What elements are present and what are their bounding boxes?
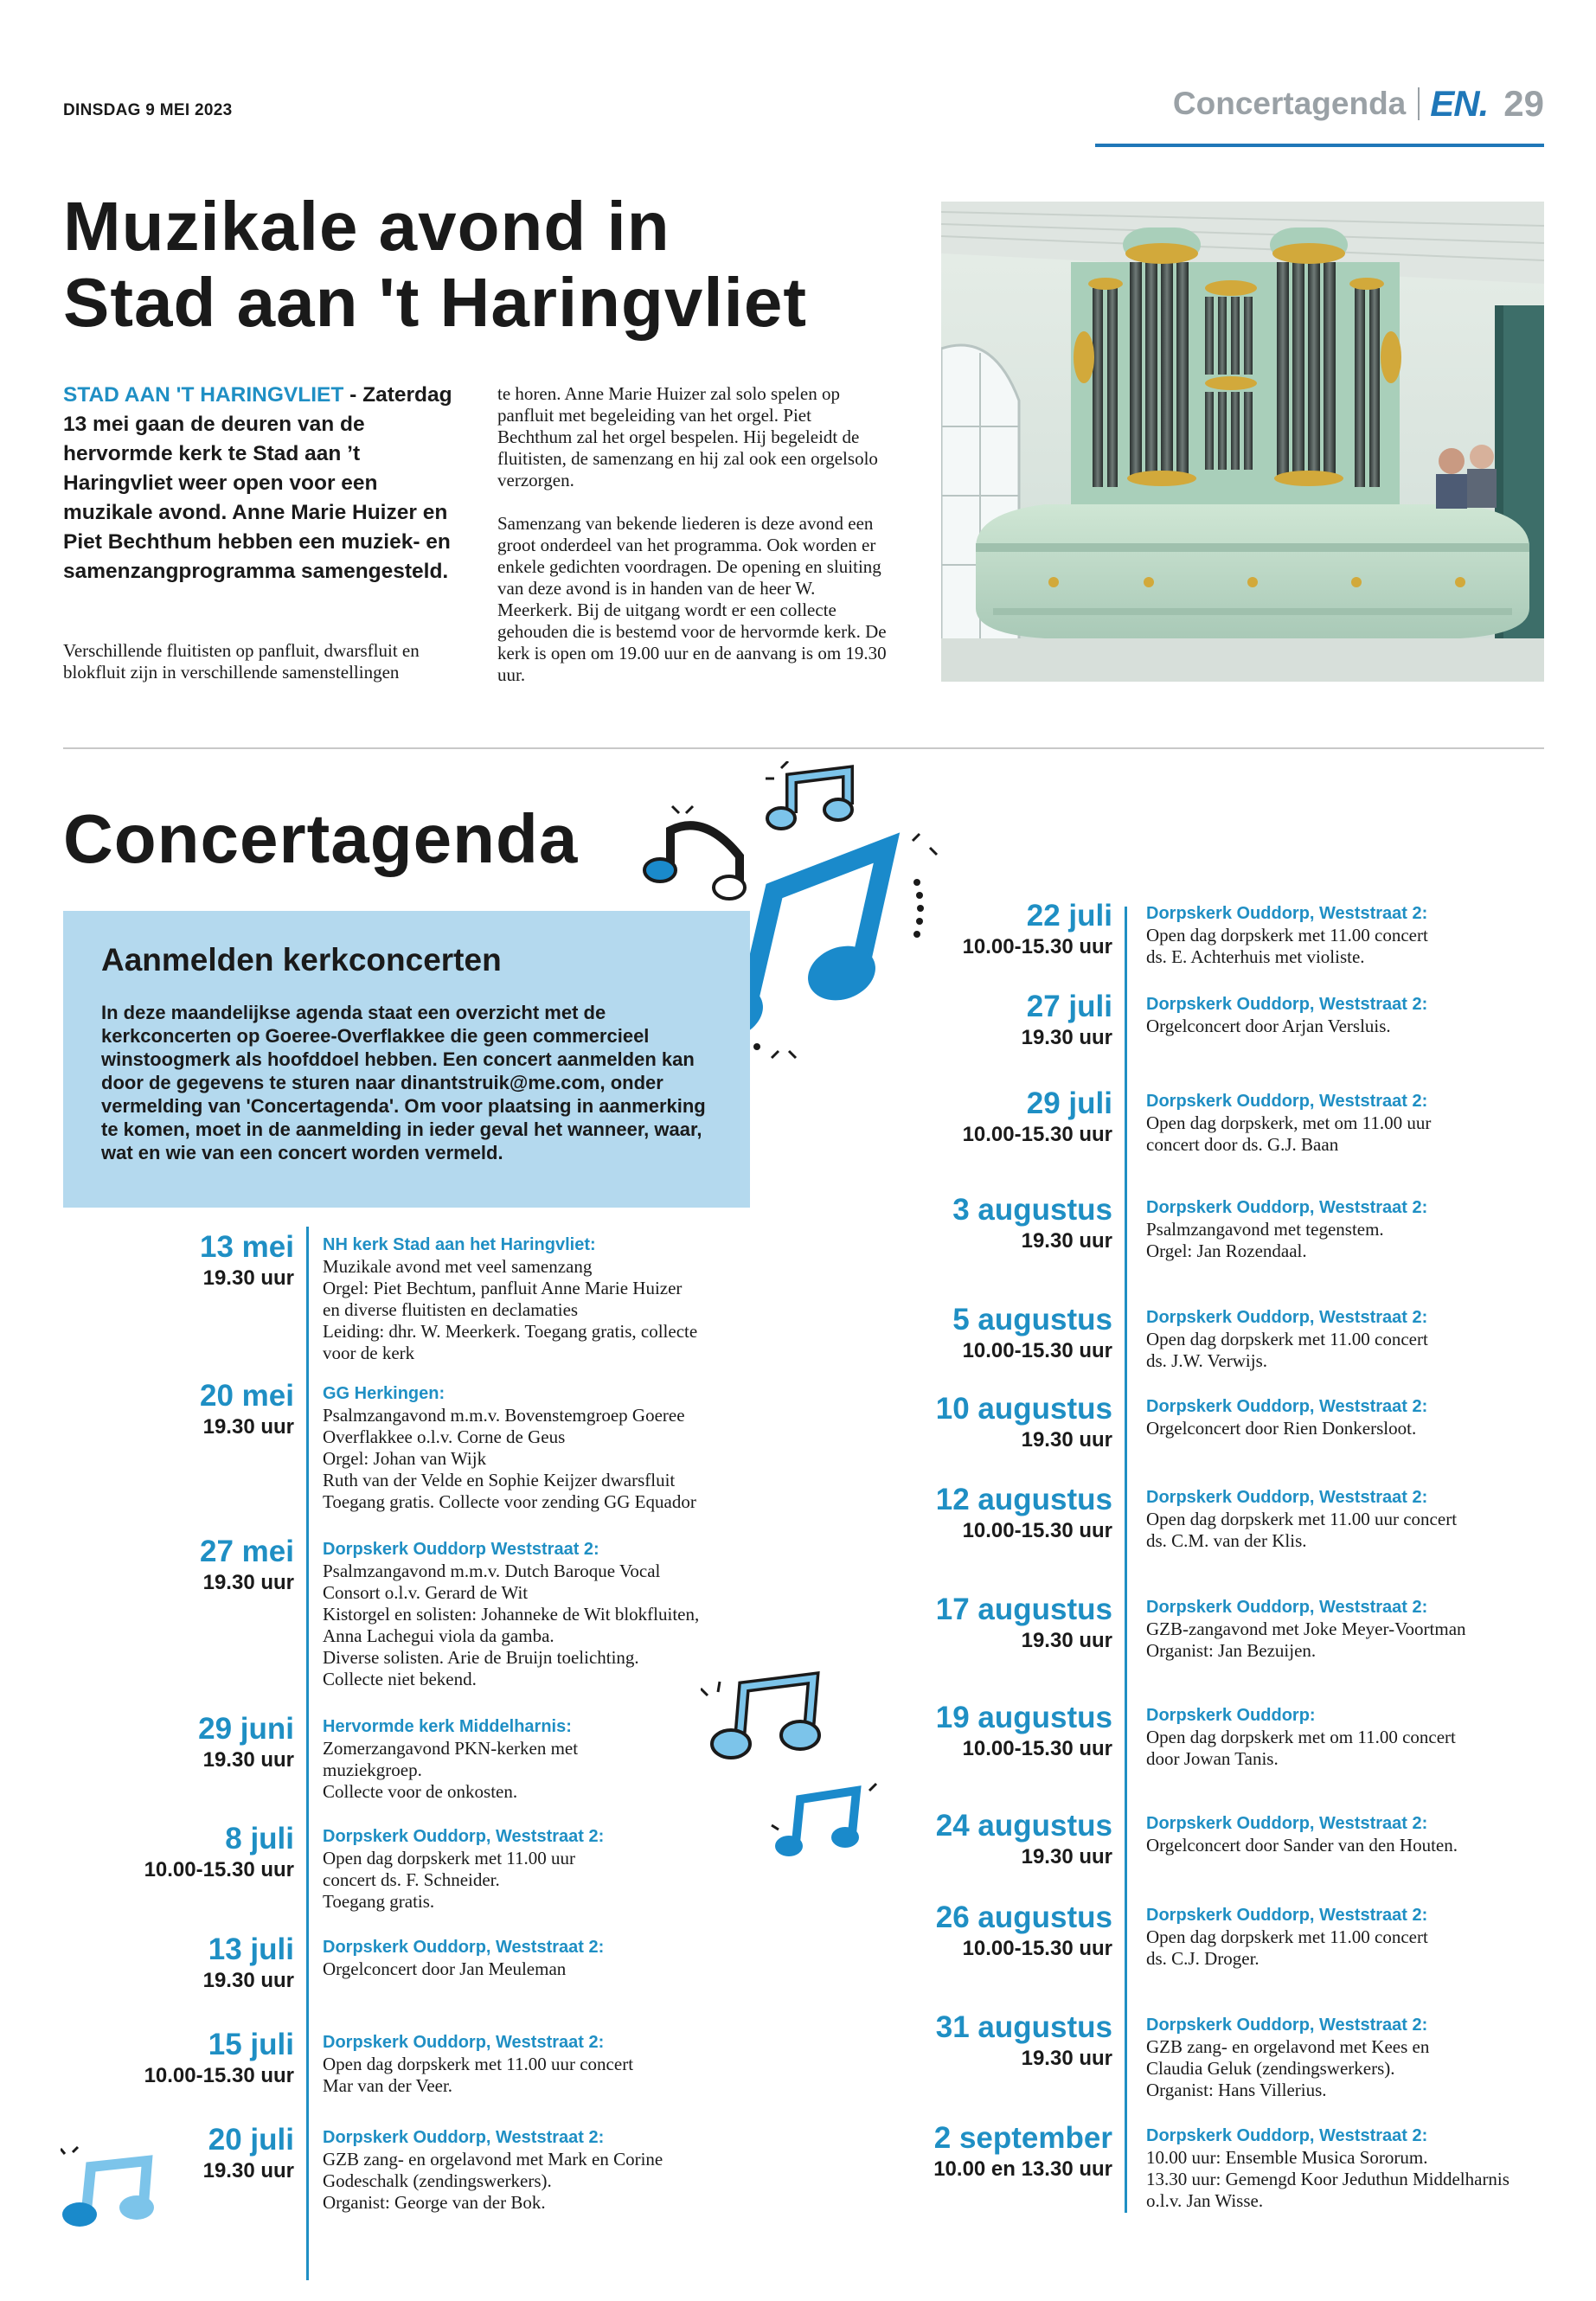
agenda-description: [1146, 925, 1428, 968]
agenda-time: 19.30 uur: [1021, 2047, 1112, 2070]
description-line: Muzikale avond met veel samenzang: [323, 1256, 593, 1277]
header-rule: [1095, 144, 1544, 147]
description-line: ds. J.W. Verwijs.: [1146, 1350, 1268, 1371]
agenda-description: [323, 1958, 566, 1980]
description-line: concert door ds. G.J. Baan: [1146, 1134, 1339, 1155]
agenda-time: 19.30 uur: [202, 2159, 294, 2182]
agenda-location: Dorpskerk Ouddorp, Weststraat 2:: [1146, 1092, 1428, 1111]
description-line: Open dag dorpskerk met 11.00 uur concert: [1146, 1509, 1458, 1529]
agenda-time: 19.30 uur: [1021, 1026, 1112, 1049]
right-column-line: [1125, 907, 1127, 2213]
agenda-description: [1146, 2036, 1429, 2101]
description-line: GZB zang- en orgelavond met Mark en Corine: [323, 2149, 663, 2170]
agenda-description: [1146, 1016, 1391, 1037]
description-line: GZB zang- en orgelavond met Kees en: [1146, 2036, 1430, 2057]
description-line: Kistorgel en solisten: Johanneke de Wit blokfluiten,: [323, 1604, 700, 1625]
issue-date: DINSDAG 9 MEI 2023: [63, 101, 233, 119]
agenda-date: 15 juli: [208, 2028, 294, 2061]
agenda-time: 10.00 en 13.30 uur: [933, 2157, 1112, 2181]
agenda-date: 2 september: [933, 2121, 1112, 2155]
left-column-line: [306, 1227, 309, 2280]
agenda-date: 17 augustus: [935, 1593, 1112, 1626]
agenda-description: [323, 1256, 697, 1364]
agenda-time: 10.00-15.30 uur: [962, 1737, 1112, 1760]
description-line: Collecte voor de onkosten.: [323, 1781, 518, 1802]
description-line: Orgelconcert door Arjan Versluis.: [1146, 1016, 1391, 1036]
description-line: Psalmzangavond m.m.v. Bovenstemgroep Goeree: [323, 1405, 685, 1426]
headline-line-1: Muzikale avond in: [63, 188, 670, 265]
agenda-location: Dorpskerk Ouddorp, Weststraat 2:: [1146, 2126, 1428, 2145]
description-line: Toegang gratis.: [323, 1891, 435, 1912]
description-line: Orgelconcert door Sander van den Houten.: [1146, 1835, 1458, 1856]
agenda-date: 8 juli: [225, 1822, 294, 1856]
agenda-date: 3 augustus: [952, 1193, 1112, 1227]
description-line: ds. E. Achterhuis met violiste.: [1146, 946, 1365, 967]
agenda-description: [323, 1561, 699, 1690]
agenda-location: Dorpskerk Ouddorp, Weststraat 2:: [1146, 1906, 1428, 1925]
description-line: Ruth van der Velde en Sophie Keijzer dwarsfluit: [323, 1470, 676, 1490]
description-line: Zomerzangavond PKN-kerken met: [323, 1738, 579, 1759]
agenda-time: 19.30 uur: [202, 1969, 294, 1992]
agenda-date: 27 mei: [200, 1535, 294, 1568]
headline-line-2: Stad aan 't Haringvliet: [63, 264, 807, 341]
description-line: Orgelconcert door Jan Meuleman: [323, 1958, 567, 1979]
description-line: Orgel: Jan Rozendaal.: [1146, 1240, 1307, 1261]
masthead-separator: [1418, 87, 1420, 120]
agenda-time: 19.30 uur: [202, 1571, 294, 1594]
description-line: ds. C.J. Droger.: [1146, 1948, 1259, 1969]
agenda-date: 29 juni: [198, 1712, 294, 1746]
paragraph: te horen. Anne Marie Huizer zal solo spelen op panfluit met begeleiding van het orgel. Piet Bechthum zal het orgel bespelen. Hij begeleidt de fluitisten, de samenzang en hij zal ook een orgelsolo verzorgen.: [497, 383, 878, 490]
agenda-date: 27 juli: [1026, 990, 1112, 1023]
agenda-location: Dorpskerk Ouddorp, Weststraat 2:: [323, 1827, 605, 1846]
description-line: Collecte niet bekend.: [323, 1669, 477, 1689]
agenda-time: 19.30 uur: [202, 1748, 294, 1772]
agenda-time: 10.00-15.30 uur: [962, 1123, 1112, 1146]
infobox: [63, 911, 750, 1208]
description-line: Consort o.l.v. Gerard de Wit: [323, 1582, 529, 1603]
description-line: Psalmzangavond m.m.v. Dutch Baroque Vocal: [323, 1561, 661, 1581]
agenda-time: 19.30 uur: [1021, 1845, 1112, 1868]
agenda-location: Dorpskerk Ouddorp, Weststraat 2:: [1146, 1198, 1428, 1217]
description-line: Open dag dorpskerk met 11.00 uur: [323, 1848, 575, 1868]
description-line: o.l.v. Jan Wisse.: [1146, 2190, 1264, 2211]
infobox-text: In deze maandelijkse agenda staat een overzicht met de kerkconcerten op Goeree-Overflakkee die geen commercieel winstoogmerk als hoofddoel hebben. Een concert aanmelden kan door de gegevens te sturen naar dinantstruik@me.com, onder vermelding van 'Concertagenda'. Om voor plaatsing in aanmerking te komen, moet in de aanmelding in ieder geval het wanneer, waar, wat en wie van een concert worden vermeld.: [101, 1002, 706, 1163]
agenda-time: 10.00-15.30 uur: [962, 1519, 1112, 1542]
description-line: Open dag dorpskerk met 11.00 concert: [1146, 925, 1428, 945]
infobox-title: Aanmelden kerkconcerten: [101, 942, 502, 977]
agenda-description: [1146, 1835, 1458, 1856]
description-line: Mar van der Veer.: [323, 2075, 453, 2096]
agenda-description: [1146, 1926, 1428, 1970]
agenda-date: 26 augustus: [935, 1900, 1112, 1934]
agenda-location: Hervormde kerk Middelharnis:: [323, 1717, 572, 1736]
description-line: en diverse fluitisten en declamaties: [323, 1299, 579, 1320]
agenda-time: 10.00-15.30 uur: [962, 1339, 1112, 1362]
agenda-location: Dorpskerk Ouddorp, Weststraat 2:: [1146, 995, 1428, 1014]
section-divider: [63, 747, 1544, 749]
agenda-date: 24 augustus: [935, 1809, 1112, 1843]
agenda-description: [1146, 1727, 1456, 1770]
agenda-time: 19.30 uur: [202, 1266, 294, 1290]
agenda-location: Dorpskerk Ouddorp, Weststraat 2:: [323, 2128, 605, 2147]
description-line: Anna Lachegui viola da gamba.: [323, 1625, 554, 1646]
agenda-description: [1146, 1112, 1431, 1156]
agenda-date: 5 augustus: [952, 1303, 1112, 1336]
description-line: door Jowan Tanis.: [1146, 1748, 1279, 1769]
agenda-date: 12 augustus: [935, 1483, 1112, 1516]
agenda-time: 10.00-15.30 uur: [962, 1937, 1112, 1960]
agenda-location: Dorpskerk Ouddorp:: [1146, 1706, 1316, 1725]
newspaper-logo: EN.: [1430, 83, 1489, 124]
agenda-description: [323, 2054, 633, 2097]
music-notes-bottom: [61, 2137, 173, 2232]
description-line: concert ds. F. Schneider.: [323, 1869, 500, 1890]
agenda-description: [323, 2149, 663, 2214]
agenda-description: [323, 1405, 696, 1513]
description-line: Psalmzangavond met tegenstem.: [1146, 1219, 1384, 1240]
description-line: Godeschalk (zendingswerkers).: [323, 2170, 552, 2191]
agenda-location: Dorpskerk Ouddorp, Weststraat 2:: [1146, 1308, 1428, 1327]
agenda-location: Dorpskerk Ouddorp, Weststraat 2:: [323, 2033, 605, 2052]
agenda-date: 19 augustus: [935, 1701, 1112, 1734]
agenda-location: NH kerk Stad aan het Haringvliet:: [323, 1235, 596, 1254]
agenda-location: Dorpskerk Ouddorp, Weststraat 2:: [323, 1938, 605, 1957]
music-notes-middle: [701, 1670, 891, 1868]
lead-text: Zaterdag 13 mei gaan de deuren van de hervormde kerk te Stad aan ’t Haringvliet weer open voor een muzikale avond. Anne Marie Huizer en Piet Bechthum hebben een muziek- en samenzangprogramma samengesteld.: [63, 383, 452, 583]
agenda-date: 13 juli: [208, 1932, 294, 1966]
masthead: [1173, 83, 1544, 125]
article-body-col2: [497, 383, 887, 708]
agenda-description: [1146, 2147, 1509, 2212]
description-line: Orgel: Piet Bechtum, panfluit Anne Marie Huizer: [323, 1278, 683, 1298]
description-line: muziekgroep.: [323, 1759, 422, 1780]
agenda-description: [1146, 1618, 1466, 1662]
page-number: 29: [1503, 83, 1544, 124]
agenda-date: 22 juli: [1026, 899, 1112, 933]
agenda-date: 29 juli: [1026, 1086, 1112, 1120]
description-line: Open dag dorpskerk met om 11.00 concert: [1146, 1727, 1456, 1747]
agenda-description: [323, 1848, 575, 1913]
description-line: Open dag dorpskerk met 11.00 concert: [1146, 1329, 1428, 1349]
description-line: Diverse solisten. Arie de Bruijn toelichting.: [323, 1647, 639, 1668]
description-line: Overflakkee o.l.v. Corne de Geus: [323, 1426, 566, 1447]
agenda-date: 20 juli: [208, 2123, 294, 2157]
agenda-location: Dorpskerk Ouddorp, Weststraat 2:: [1146, 1488, 1428, 1507]
agenda-location: Dorpskerk Ouddorp, Weststraat 2:: [1146, 2016, 1428, 2035]
article-body-col1: Verschillende fluitisten op panfluit, dwarsfluit en blokfluit zijn in verschillende samenstellingen: [63, 640, 420, 683]
agenda-date: 20 mei: [200, 1379, 294, 1413]
description-line: Toegang gratis. Collecte voor zending GG Equador: [323, 1491, 696, 1512]
description-line: Orgelconcert door Rien Donkersloot.: [1146, 1418, 1417, 1439]
agenda-date: 10 augustus: [935, 1392, 1112, 1426]
agenda-time: 19.30 uur: [1021, 1229, 1112, 1253]
agenda-description: [323, 1738, 578, 1803]
description-line: Leiding: dhr. W. Meerkerk. Toegang gratis, collecte: [323, 1321, 698, 1342]
agenda-location: Dorpskerk Ouddorp, Weststraat 2:: [1146, 1598, 1428, 1617]
agenda-location: Dorpskerk Ouddorp, Weststraat 2:: [1146, 1814, 1428, 1833]
agenda-time: 10.00-15.30 uur: [962, 935, 1112, 958]
description-line: Organist: George van der Bok.: [323, 2192, 546, 2213]
description-line: Open dag dorpskerk met 11.00 concert: [1146, 1926, 1428, 1947]
agenda-description: [1146, 1219, 1384, 1262]
agenda-time: 19.30 uur: [1021, 1428, 1112, 1452]
description-line: Claudia Geluk (zendingswerkers).: [1146, 2058, 1395, 2079]
section-name: Concertagenda: [1172, 86, 1407, 121]
agenda-date: 31 augustus: [935, 2010, 1112, 2044]
description-line: 10.00 uur: Ensemble Musica Sororum.: [1146, 2147, 1428, 2168]
description-line: GZB-zangavond met Joke Meyer-Voortman: [1146, 1618, 1466, 1639]
agenda-description: [1146, 1509, 1457, 1552]
article-kicker: STAD AAN 'T HARINGVLIET: [63, 383, 344, 407]
agenda-date: 13 mei: [200, 1230, 294, 1264]
agenda-description: [1146, 1329, 1428, 1372]
agenda-location: Dorpskerk Ouddorp Weststraat 2:: [323, 1540, 599, 1559]
agenda-location: Dorpskerk Ouddorp, Weststraat 2:: [1146, 904, 1428, 923]
organ-photo: [941, 202, 1544, 682]
description-line: Open dag dorpskerk met 11.00 uur concert: [323, 2054, 634, 2074]
agenda-time: 10.00-15.30 uur: [144, 1858, 294, 1881]
article-headline: [63, 189, 911, 341]
paragraph: Samenzang van bekende liederen is deze avond een groot onderdeel van het programma. Ook worden er enkele gedichten voordragen. De opening en sluiting van deze avond is in handen van de heer W. Meerkerk. Bij de uitgang wordt er een collecte gehouden die is bestemd voor de hervormde kerk. De kerk is open om 19.00 uur en de aanvang is om 19.30 uur.: [497, 513, 887, 685]
description-line: Orgel: Johan van Wijk: [323, 1448, 487, 1469]
description-line: Organist: Hans Villerius.: [1146, 2080, 1327, 2100]
description-line: 13.30 uur: Gemengd Koor Jeduthun Middelharnis: [1146, 2169, 1509, 2189]
agenda-location: Dorpskerk Ouddorp, Weststraat 2:: [1146, 1397, 1428, 1416]
agenda-title: Concertagenda: [63, 800, 579, 877]
description-line: Organist: Jan Bezuijen.: [1146, 1640, 1317, 1661]
agenda-time: 19.30 uur: [1021, 1629, 1112, 1652]
agenda-description: [1146, 1418, 1416, 1439]
agenda-location: GG Herkingen:: [323, 1384, 445, 1403]
description-line: ds. C.M. van der Klis.: [1146, 1530, 1307, 1551]
article-lead: STAD AAN 'T HARINGVLIET - Zaterdag 13 mei gaan de deuren van de hervormde kerk te Stad aan ’t Haringvliet weer open voor een muzikale avond. Anne Marie Huizer en Piet Bechthum hebben een muziek- en samenzangprogramma samengesteld.: [63, 383, 452, 583]
agenda-time: 10.00-15.30 uur: [144, 2064, 294, 2087]
description-line: Open dag dorpskerk, met om 11.00 uur: [1146, 1112, 1432, 1133]
description-line: voor de kerk: [323, 1343, 415, 1363]
agenda-time: 19.30 uur: [202, 1415, 294, 1439]
